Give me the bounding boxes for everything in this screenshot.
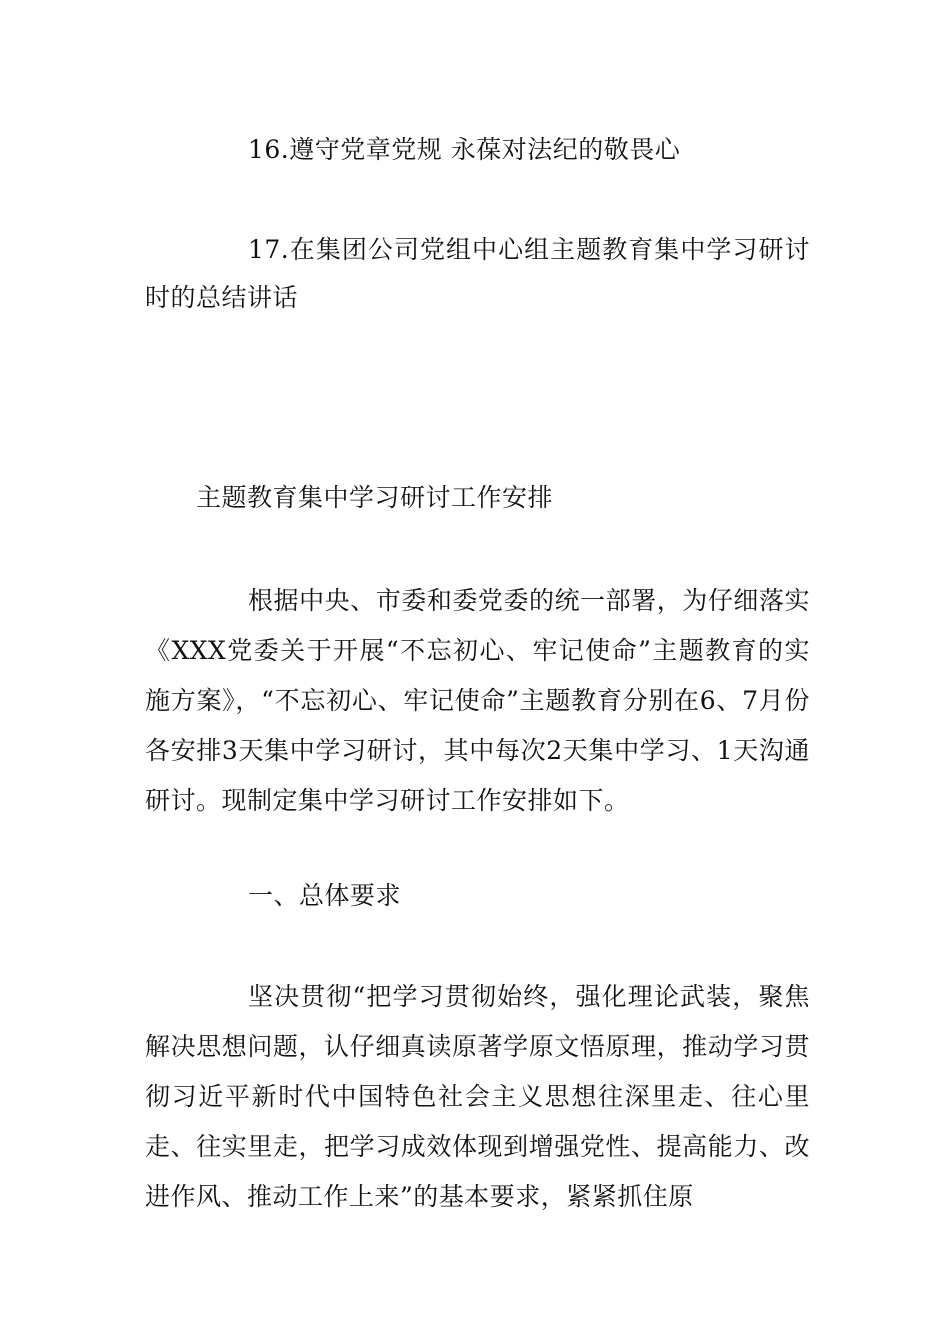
section-1-paragraph: 坚决贯彻“把学习贯彻始终，强化理论武装，聚焦解决思想问题，认仔细真读原著学原文悟原理，推动学习贯彻习近平新时代中国特色社会主义思想往深里走、往心里走、往实里走，把学习成效体现到增强党性、提高能力、改进作风、推动工作上来”的基本要求，紧紧抓住原	[145, 982, 810, 1211]
toc-item-17: 17.在集团公司党组中心组主题教育集中学习研讨时的总结讲话	[145, 235, 810, 312]
intro-paragraph: 根据中央、市委和委党委的统一部署，为仔细落实《XXX党委关于开展“不忘初心、牢记使命”主题教育的实施方案》，“不忘初心、牢记使命”主题教育分别在6、7月份各安排3天集中学习研讨，其中每次2天集中学习、1天沟通研讨。现制定集中学习研讨工作安排如下。	[145, 586, 810, 815]
section-heading-1: 一、总体要求	[248, 881, 402, 910]
toc-item-16: 16.遵守党章党规 永葆对法纪的敬畏心	[248, 135, 681, 164]
document-title: 主题教育集中学习研讨工作安排	[196, 483, 554, 512]
